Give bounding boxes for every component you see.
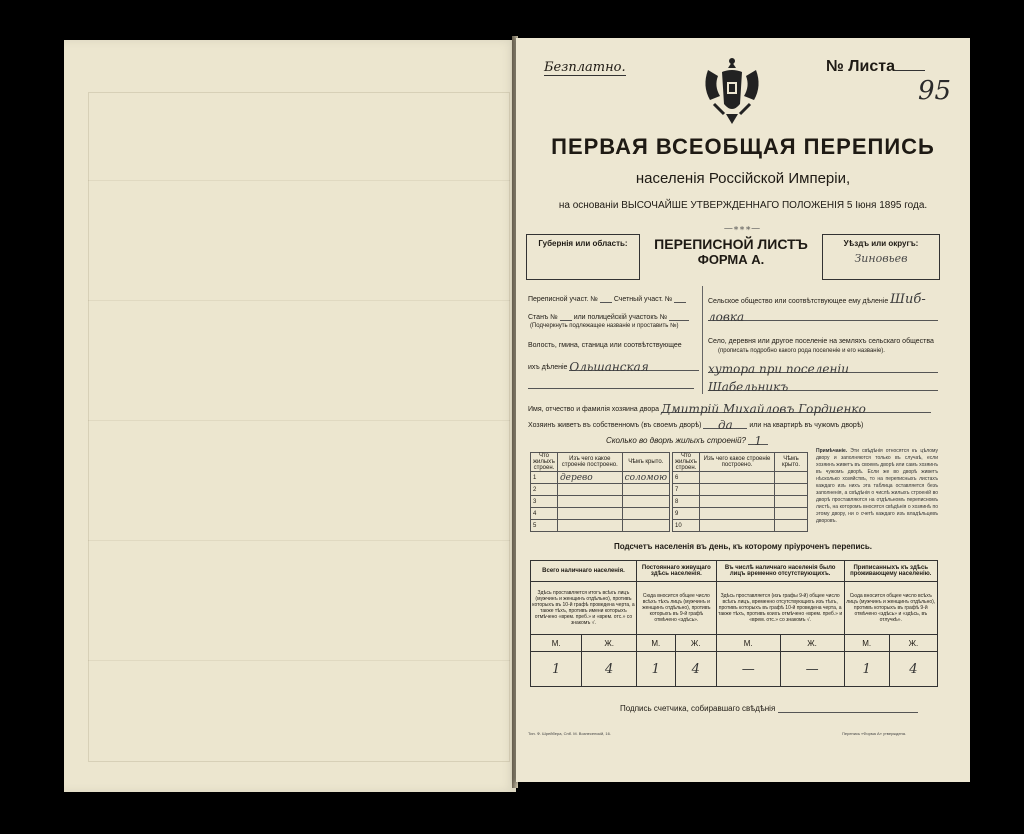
count-col-permanent: Постояннаго живущаго здѣсь населенія. <box>636 561 716 582</box>
faint-rule <box>88 180 510 181</box>
district-box <box>822 234 940 280</box>
faint-rule <box>88 420 510 421</box>
society-field-line2 <box>708 310 938 324</box>
village-value-line2 <box>708 380 938 394</box>
signature-field: Подпись счетчика, собиравшаго свѣдѣнія <box>620 702 918 713</box>
count-value: 4 <box>582 652 637 687</box>
census-form-page <box>516 38 970 782</box>
printer-imprint-left: Тип. Ф. Шрейбера, Спб. М. Вознесенскій, 16. <box>528 731 611 736</box>
buildings-count-field: Сколько во дворѣ жилыхъ строеній? 1 <box>606 434 768 445</box>
ornament-divider: —∗∗∗— <box>723 224 761 234</box>
male-header: М. <box>531 635 582 652</box>
form-subtitle: населенія Россійской Имперіи, <box>635 170 851 187</box>
female-header: Ж. <box>780 635 844 652</box>
volost-extra-line <box>528 378 694 389</box>
district-label: Уѣздъ или округъ: <box>843 239 919 248</box>
count-value: 4 <box>675 652 716 687</box>
count-value: 1 <box>844 652 889 687</box>
volost-field: ихъ дѣленіе Ольшанская <box>528 360 699 371</box>
count-desc-present: Здѣсь проставляется итогъ всѣхъ лицъ (мужчинъ и женщинъ отдѣльно), противъ которыхъ въ 10-й графѣ проведена черта, а также тѣхъ, противъ имени которыхъ отмѣчено «врем. преб.» и «врем. отс.» со знакомъ √. <box>531 582 637 635</box>
buildings-table-right <box>672 452 808 532</box>
column-divider <box>702 286 703 394</box>
count-desc-registered: Сюда вносится общее число всѣхъ лицъ (мужчинъ и женщинъ отдѣльно), противъ которыхъ въ графѣ 9-й отмѣчено «здѣсь» и «здѣсь, въ отлучкѣ». <box>844 582 937 635</box>
printer-imprint-right: Перепись «Форма А» утверждена. <box>842 731 907 736</box>
faint-rule <box>88 540 510 541</box>
blank-left-page <box>64 40 516 792</box>
province-box <box>526 234 640 280</box>
buildings-table-left <box>530 452 670 532</box>
count-col-absent: Въ числѣ наличнаго населенія было лицъ временно отсутствующихъ. <box>716 561 844 582</box>
col-header-roof: Чѣмъ крыто. <box>775 453 808 472</box>
form-title: ПЕРВАЯ ВСЕОБЩАЯ ПЕРЕПИСЬ <box>551 134 935 159</box>
table-row: 4 <box>531 508 670 520</box>
sheet-number-handwritten: 95 <box>918 76 952 106</box>
male-header: М. <box>844 635 889 652</box>
village-value-2: Шабельникъ <box>708 380 789 394</box>
village-value-line1 <box>708 362 938 376</box>
count-col-registered: Приписанныхъ къ здѣсь проживающему населенію. <box>844 561 937 582</box>
col-header-roof: Чѣмъ крыто. <box>622 453 669 472</box>
volost-label: Волость, гмина, станица или соотвѣтствующее <box>528 342 682 349</box>
free-label: Безплатно. <box>544 60 626 75</box>
owner-house-field: Хозяинъ живетъ въ собственномъ (въ своемъ дворѣ) да или на квартирѣ въ чужомъ дворѣ) <box>528 418 864 432</box>
province-label: Губернія или область: <box>538 239 628 248</box>
col-header-material: Изъ чего какое строеніе построено. <box>557 453 622 472</box>
district-value: Зиновьев <box>854 252 908 265</box>
owner-field: Имя, отчество и фамилія хозяина двора Дмитрій Михайловъ Гордиенко <box>528 402 931 413</box>
table-row: 3 <box>531 496 670 508</box>
owner-value: Дмитрій Михайловъ Гордиенко <box>661 402 866 416</box>
village-label: Село, деревня или другое поселеніе на земляхъ сельскаго общества <box>708 338 934 345</box>
female-header: Ж. <box>582 635 637 652</box>
table-row: 10 <box>673 520 808 532</box>
female-header: Ж. <box>675 635 716 652</box>
list-name: ПЕРЕПИСНОЙ ЛИСТЪ <box>654 236 808 252</box>
sheet-number-label: № Листа <box>826 58 925 76</box>
male-header: М. <box>716 635 780 652</box>
imperial-eagle-icon <box>700 56 764 126</box>
village-value: хутора при поселеніи <box>708 362 849 376</box>
count-value: 1 <box>636 652 675 687</box>
form-name: ФОРМА А. <box>697 252 765 267</box>
table-row: 7 <box>673 484 808 496</box>
faint-page-frame <box>88 92 510 762</box>
society-value-2: ловка <box>708 310 745 324</box>
col-header-num: Что жилыхъ строен. <box>673 453 700 472</box>
male-header: М. <box>636 635 675 652</box>
count-value: 4 <box>889 652 937 687</box>
faint-rule <box>88 300 510 301</box>
owner-house-value: да <box>718 418 733 432</box>
count-value: 1 <box>531 652 582 687</box>
count-desc-absent: Здѣсь проставляется (изъ графы 9-й) общее число всѣхъ лицъ, временно отсутствующихъ изъ тѣхъ, противъ которыхъ въ графѣ 10-й проведена черта, а также тѣхъ, противъ коихъ отмѣчено «врем. преб.» и «врем. отс.» со знакомъ √. <box>716 582 844 635</box>
society-value: Шиб- <box>890 292 926 307</box>
count-value: — <box>716 652 780 687</box>
stan-field: Станъ № или полицейскій участокъ № <box>528 310 689 321</box>
table-row: 2 <box>531 484 670 496</box>
table-row: 1 дерево соломою <box>531 472 670 484</box>
count-col-present: Всего наличнаго населенія. <box>531 561 637 582</box>
table-row: 6 <box>673 472 808 484</box>
census-section-field: Переписной участ. № Счетный участ. № <box>528 292 686 303</box>
form-basis: на основаніи ВЫСОЧАЙШЕ УТВЕРЖДЕННАГО ПОЛОЖЕНІЯ 5 Іюня 1895 года. <box>558 200 928 211</box>
police-note: (Подчеркнуть подлежащее названіе и проставить №) <box>530 323 679 329</box>
female-header: Ж. <box>889 635 937 652</box>
note-block <box>816 448 938 525</box>
population-count-table <box>530 560 938 687</box>
count-desc-permanent: Сюда вносится общее число всѣхъ тѣхъ лицъ (мужчинъ и женщинъ отдѣльно), противъ которыхъ въ 9-й графѣ отмѣчено «здѣсь». <box>636 582 716 635</box>
col-header-material: Изъ чего какое строеніе построено. <box>699 453 774 472</box>
table-row: 8 <box>673 496 808 508</box>
table-row: 5 <box>531 520 670 532</box>
volost-value: Ольшанская <box>569 360 649 374</box>
count-value: — <box>780 652 844 687</box>
list-title-box <box>642 234 820 278</box>
note-title: Примѣчаніе. <box>816 448 848 454</box>
count-title: Подсчетъ населенія въ день, къ которому пріуроченъ перепись. <box>613 542 873 551</box>
table-row: 9 <box>673 508 808 520</box>
society-field: Сельское общество или соотвѣтствующее ему дѣленіе Шиб- <box>708 292 926 307</box>
col-header-num: Что жилыхъ строен. <box>531 453 558 472</box>
faint-rule <box>88 660 510 661</box>
note-text: Эти свѣдѣнія относятся къ цѣлому двору и заполняются только въ случаѣ, если хозяинъ живетъ въ своемъ дворѣ или самъ хозяинъ въ чужомъ дворѣ. Если же во дворѣ живетъ нѣсколько хозяйствъ, то на переписныхъ листахъ каждаго изъ нихъ эта таблица оставляется безъ заполненія, а свѣдѣнія о числѣ жилыхъ строеній во дворѣ проставляются на отдѣльномъ переписномъ листѣ, на которомъ вносятся свѣдѣнія о хозяинѣ по этому двору, ни о счетѣ каждаго изъ владѣльцевъ дворовъ. <box>816 448 939 524</box>
village-note: (прописать подробно какого рода поселеніе и его названіе). <box>718 348 885 354</box>
buildings-count-value: 1 <box>754 434 763 448</box>
